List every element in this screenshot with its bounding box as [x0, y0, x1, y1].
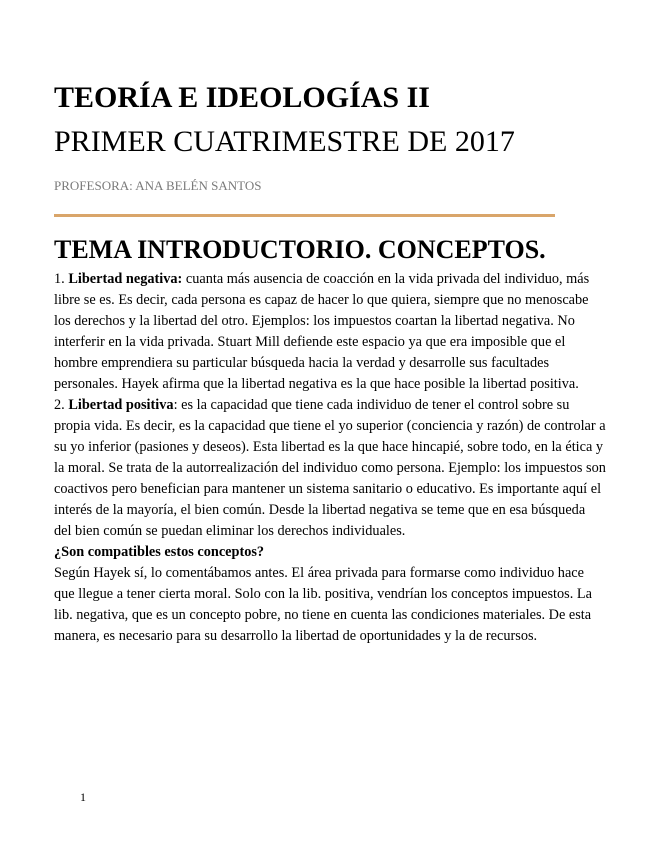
page-number: 1 — [80, 790, 86, 804]
document-title: TEORÍA E IDEOLOGÍAS II — [54, 81, 430, 114]
section-heading: TEMA INTRODUCTORIO. CONCEPTOS. — [54, 235, 546, 264]
document-subtitle: PRIMER CUATRIMESTRE DE 2017 — [54, 125, 515, 158]
paragraph-libertad-negativa — [54, 269, 606, 395]
question-heading — [54, 542, 606, 563]
term-libertad-positiva: Libertad positiva — [68, 397, 174, 413]
author-line: PROFESORA: ANA BELÉN SANTOS — [54, 178, 262, 193]
paragraph-text: : es la capacidad que tiene cada individuo de tener el control sobre su propia vida. Es decir, es la capacidad que tiene el yo superior (conciencia y razón) de controlar a su yo inferior (pasiones y deseos). Esta libertad es la que hace hincapié, sobre todo, en la ética y la moral. Se trata de la autorrealización del individuo como persona. Ejemplo: los impuestos son coactivos pero benefician para mantener un sistema sanitario o educativo. Es importante aquí el interés de la mayoría, el bien común. Desde la libertad negativa se teme que en esa búsqueda del bien común se puedan eliminar los derechos individuales. — [54, 397, 606, 539]
body-text — [54, 269, 606, 647]
paragraph-libertad-positiva — [54, 395, 606, 542]
header-divider — [54, 214, 555, 217]
paragraph-number: 1. — [54, 271, 65, 287]
term-libertad-negativa: Libertad negativa: — [68, 271, 183, 287]
paragraph-number: 2. — [54, 397, 65, 413]
question-text: ¿Son compatibles estos conceptos? — [54, 544, 265, 560]
paragraph-answer: Según Hayek sí, lo comentábamos antes. El área privada para formarse como individuo hace que llegue a tener cierta moral. Solo con la lib. positiva, vendrían los conceptos impuestos. La lib. negativa, que es un concepto pobre, no tiene en cuenta las condiciones materiales. De esta manera, es necesario para su desarrollo la libertad de oportunidades y la de recursos. — [54, 565, 592, 644]
paragraph-text: cuanta más ausencia de coacción en la vida privada del individuo, más libre se es. Es decir, cada persona es capaz de hacer lo que quiera, siempre que no menoscabe los derechos y la libertad del otro. Ejemplos: los impuestos coartan la libertad negativa. No interferir en la vida privada. Stuart Mill defiende este espacio ya que era imposible que el hombre emprendiera su particular búsqueda hacia la verdad y desarrolle sus facultades personales. Hayek afirma que la libertad negativa es la que hace posible la libertad positiva. — [54, 271, 590, 392]
